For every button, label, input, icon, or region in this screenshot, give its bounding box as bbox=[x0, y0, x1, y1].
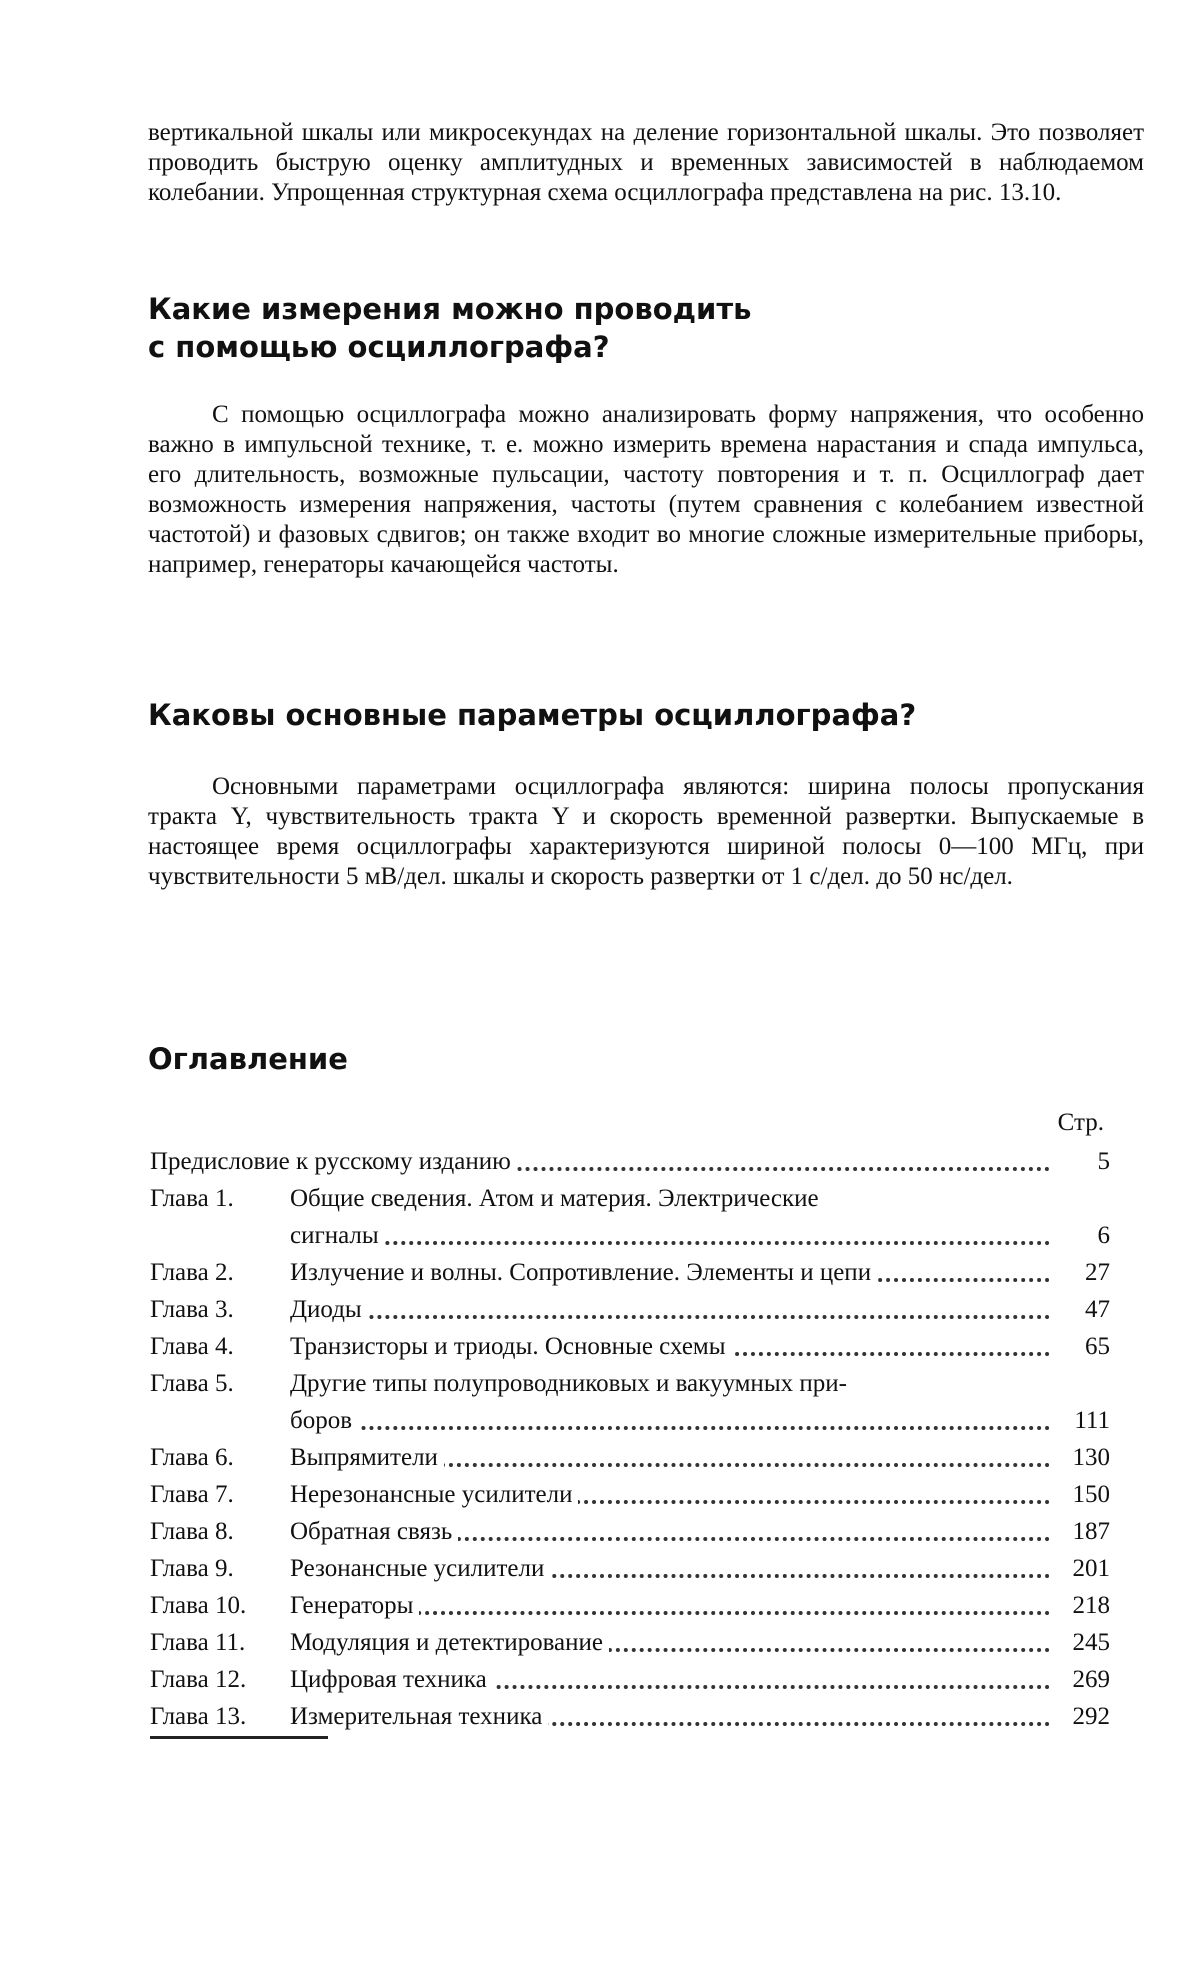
toc-entry-title-text: Транзисторы и триоды. Основные схемы bbox=[290, 1333, 732, 1360]
toc-entry[interactable] bbox=[150, 1550, 1110, 1587]
toc-entry-title-text: Модуляция и детектирование bbox=[290, 1629, 609, 1656]
toc-dot-leader bbox=[290, 1315, 1050, 1319]
toc-entry-title-line1 bbox=[290, 1328, 1050, 1365]
intro-paragraph: вертикальной шкалы или микросекундах на деление горизонтальной шкалы. Это позволяет проводить быструю оценку амплитудных и временных зависимостей в наблюдаемом колебании. Упрощенная структурная схема осциллографа представлена на рис. 13.10. bbox=[148, 119, 1144, 206]
toc-entry-title-text: Цифровая техника bbox=[290, 1666, 493, 1693]
toc-chapter-number: Глава 3. bbox=[150, 1296, 234, 1323]
toc-entry[interactable] bbox=[150, 1291, 1110, 1328]
toc-page-number: 111 bbox=[1074, 1407, 1110, 1434]
toc-entry-title-line1 bbox=[290, 1587, 1050, 1624]
toc-entry-title-line1 bbox=[290, 1291, 1050, 1328]
toc-entry-title bbox=[290, 1328, 1050, 1365]
toc-entry[interactable] bbox=[150, 1439, 1110, 1476]
toc-entry-title bbox=[150, 1143, 1050, 1180]
section1-heading-line1: Какие измерения можно проводить bbox=[148, 292, 752, 326]
toc-page-number: 47 bbox=[1085, 1296, 1110, 1323]
toc-chapter-number: Глава 5. bbox=[150, 1370, 234, 1397]
toc-entry-title-line1 bbox=[290, 1624, 1050, 1661]
toc-entry[interactable] bbox=[150, 1624, 1110, 1661]
toc-entry-title bbox=[290, 1624, 1050, 1661]
toc-entry-title bbox=[290, 1476, 1050, 1513]
section1-heading bbox=[148, 290, 1144, 366]
toc-entry[interactable] bbox=[150, 1328, 1110, 1365]
section1-heading-line2: с помощью осциллографа? bbox=[148, 330, 610, 364]
toc-page-number: 27 bbox=[1085, 1259, 1110, 1286]
toc-entry-title-line1 bbox=[290, 1180, 1050, 1217]
toc-page-number: 150 bbox=[1072, 1481, 1110, 1508]
toc-entry-title-line2 bbox=[290, 1402, 1050, 1439]
toc-chapter-number: Глава 10. bbox=[150, 1592, 247, 1619]
toc-entry[interactable] bbox=[150, 1698, 1110, 1735]
toc-page-number: 130 bbox=[1072, 1444, 1110, 1471]
toc-page-number: 6 bbox=[1097, 1222, 1110, 1249]
toc-entry-title bbox=[290, 1587, 1050, 1624]
toc-entry-title bbox=[290, 1661, 1050, 1698]
section1-body: С помощью осциллографа можно анализировать форму напряжения, что особенно важно в импульсной технике, т. е. можно измерить времена нарастания и спада импульса, его длительность, возможные пульсации, частоту повторения и т. п. Осциллограф дает возможность измерения напряжения, частоты (путем сравнения с колебанием известной частотой) и фазовых сдвигов; он также входит во многие сложные измерительные приборы, например, генераторы качающейся частоты. bbox=[148, 401, 1144, 578]
toc-entry-title-line2 bbox=[290, 1217, 1050, 1254]
toc-entry-title bbox=[290, 1291, 1050, 1328]
toc-entry-title-text: Другие типы полупроводниковых и вакуумных при- bbox=[290, 1370, 853, 1397]
toc-chapter-number: Глава 8. bbox=[150, 1518, 234, 1545]
toc-page-number: 65 bbox=[1085, 1333, 1110, 1360]
toc-page-number: 292 bbox=[1072, 1703, 1110, 1730]
toc-entry-title bbox=[290, 1698, 1050, 1735]
toc-entry[interactable] bbox=[150, 1587, 1110, 1624]
toc-page-number: 201 bbox=[1072, 1555, 1110, 1582]
toc-chapter-number: Глава 1. bbox=[150, 1185, 234, 1212]
toc-entry-title bbox=[290, 1550, 1050, 1587]
toc-dot-leader bbox=[290, 1241, 1050, 1245]
toc-chapter-number: Глава 2. bbox=[150, 1259, 234, 1286]
toc-entry-title-text: Излучение и волны. Сопротивление. Элементы и цепи bbox=[290, 1259, 877, 1286]
toc-title: Оглавление bbox=[148, 1042, 348, 1076]
section2-body: Основными параметрами осциллографа являются: ширина полосы пропускания тракта Y, чувствительность тракта Y и скорость временной развертки. Выпускаемые в настоящее время осциллографы характеризуются шириной полосы 0—100 МГц, при чувствительности 5 мВ/дел. шкалы и скорость развертки от 1 с/дел. до 50 нс/дел. bbox=[148, 773, 1144, 890]
toc-entry-title bbox=[290, 1254, 1050, 1291]
toc-entry-title-text: Измерительная техника bbox=[290, 1703, 548, 1730]
toc-entry-title-line1 bbox=[290, 1254, 1050, 1291]
bottom-rule bbox=[150, 1736, 328, 1739]
toc-entry-title-line1 bbox=[290, 1698, 1050, 1735]
toc-entry[interactable] bbox=[150, 1476, 1110, 1513]
toc-entry-title-line1 bbox=[150, 1143, 1050, 1180]
toc-entry-title bbox=[290, 1365, 1050, 1439]
toc-entry[interactable] bbox=[150, 1143, 1110, 1180]
toc-dot-leader bbox=[290, 1426, 1050, 1430]
toc-entry-title-text: Резонансные усилители bbox=[290, 1555, 550, 1582]
toc-entry-title-text: Генераторы bbox=[290, 1592, 419, 1619]
section2-heading: Каковы основные параметры осциллографа? bbox=[148, 698, 917, 732]
toc-entry-title-text-continued: боров bbox=[290, 1407, 358, 1434]
toc-entry-title-text: Выпрямители bbox=[290, 1444, 444, 1471]
toc-entry[interactable] bbox=[150, 1513, 1110, 1550]
toc-entry-title-line1 bbox=[290, 1661, 1050, 1698]
toc-chapter-number: Глава 9. bbox=[150, 1555, 234, 1582]
toc-entry-title-text-continued: сигналы bbox=[290, 1222, 385, 1249]
toc-chapter-number: Глава 13. bbox=[150, 1703, 247, 1730]
toc-entry[interactable] bbox=[150, 1661, 1110, 1698]
toc-entry-title bbox=[290, 1513, 1050, 1550]
toc-entry-title-text: Диоды bbox=[290, 1296, 368, 1323]
toc-page-number: 5 bbox=[1097, 1148, 1110, 1175]
toc-page-number: 218 bbox=[1072, 1592, 1110, 1619]
toc-chapter-number: Глава 6. bbox=[150, 1444, 234, 1471]
toc-entry-title-text: Нерезонансные усилители bbox=[290, 1481, 578, 1508]
toc-entry[interactable] bbox=[150, 1180, 1110, 1254]
toc-chapter-number: Глава 11. bbox=[150, 1629, 246, 1656]
toc-page-column-label: Стр. bbox=[1057, 1109, 1104, 1136]
toc-entry-title-text: Предисловие к русскому изданию bbox=[150, 1148, 517, 1175]
toc-entry[interactable] bbox=[150, 1365, 1110, 1439]
toc-entry-title-line1 bbox=[290, 1439, 1050, 1476]
toc-entry-title-line1 bbox=[290, 1476, 1050, 1513]
table-of-contents bbox=[150, 1143, 1110, 1735]
toc-chapter-number: Глава 12. bbox=[150, 1666, 247, 1693]
toc-entry-title-text: Обратная связь bbox=[290, 1518, 458, 1545]
toc-entry-title bbox=[290, 1439, 1050, 1476]
toc-entry-title-line1 bbox=[290, 1513, 1050, 1550]
toc-entry-title-line1 bbox=[290, 1365, 1050, 1402]
toc-chapter-number: Глава 7. bbox=[150, 1481, 234, 1508]
toc-entry[interactable] bbox=[150, 1254, 1110, 1291]
toc-entry-title-line1 bbox=[290, 1550, 1050, 1587]
toc-page-number: 245 bbox=[1072, 1629, 1110, 1656]
toc-page-number: 187 bbox=[1072, 1518, 1110, 1545]
toc-page-number: 269 bbox=[1072, 1666, 1110, 1693]
toc-chapter-number: Глава 4. bbox=[150, 1333, 234, 1360]
toc-entry-title-text: Общие сведения. Атом и материя. Электрические bbox=[290, 1185, 825, 1212]
toc-entry-title bbox=[290, 1180, 1050, 1254]
